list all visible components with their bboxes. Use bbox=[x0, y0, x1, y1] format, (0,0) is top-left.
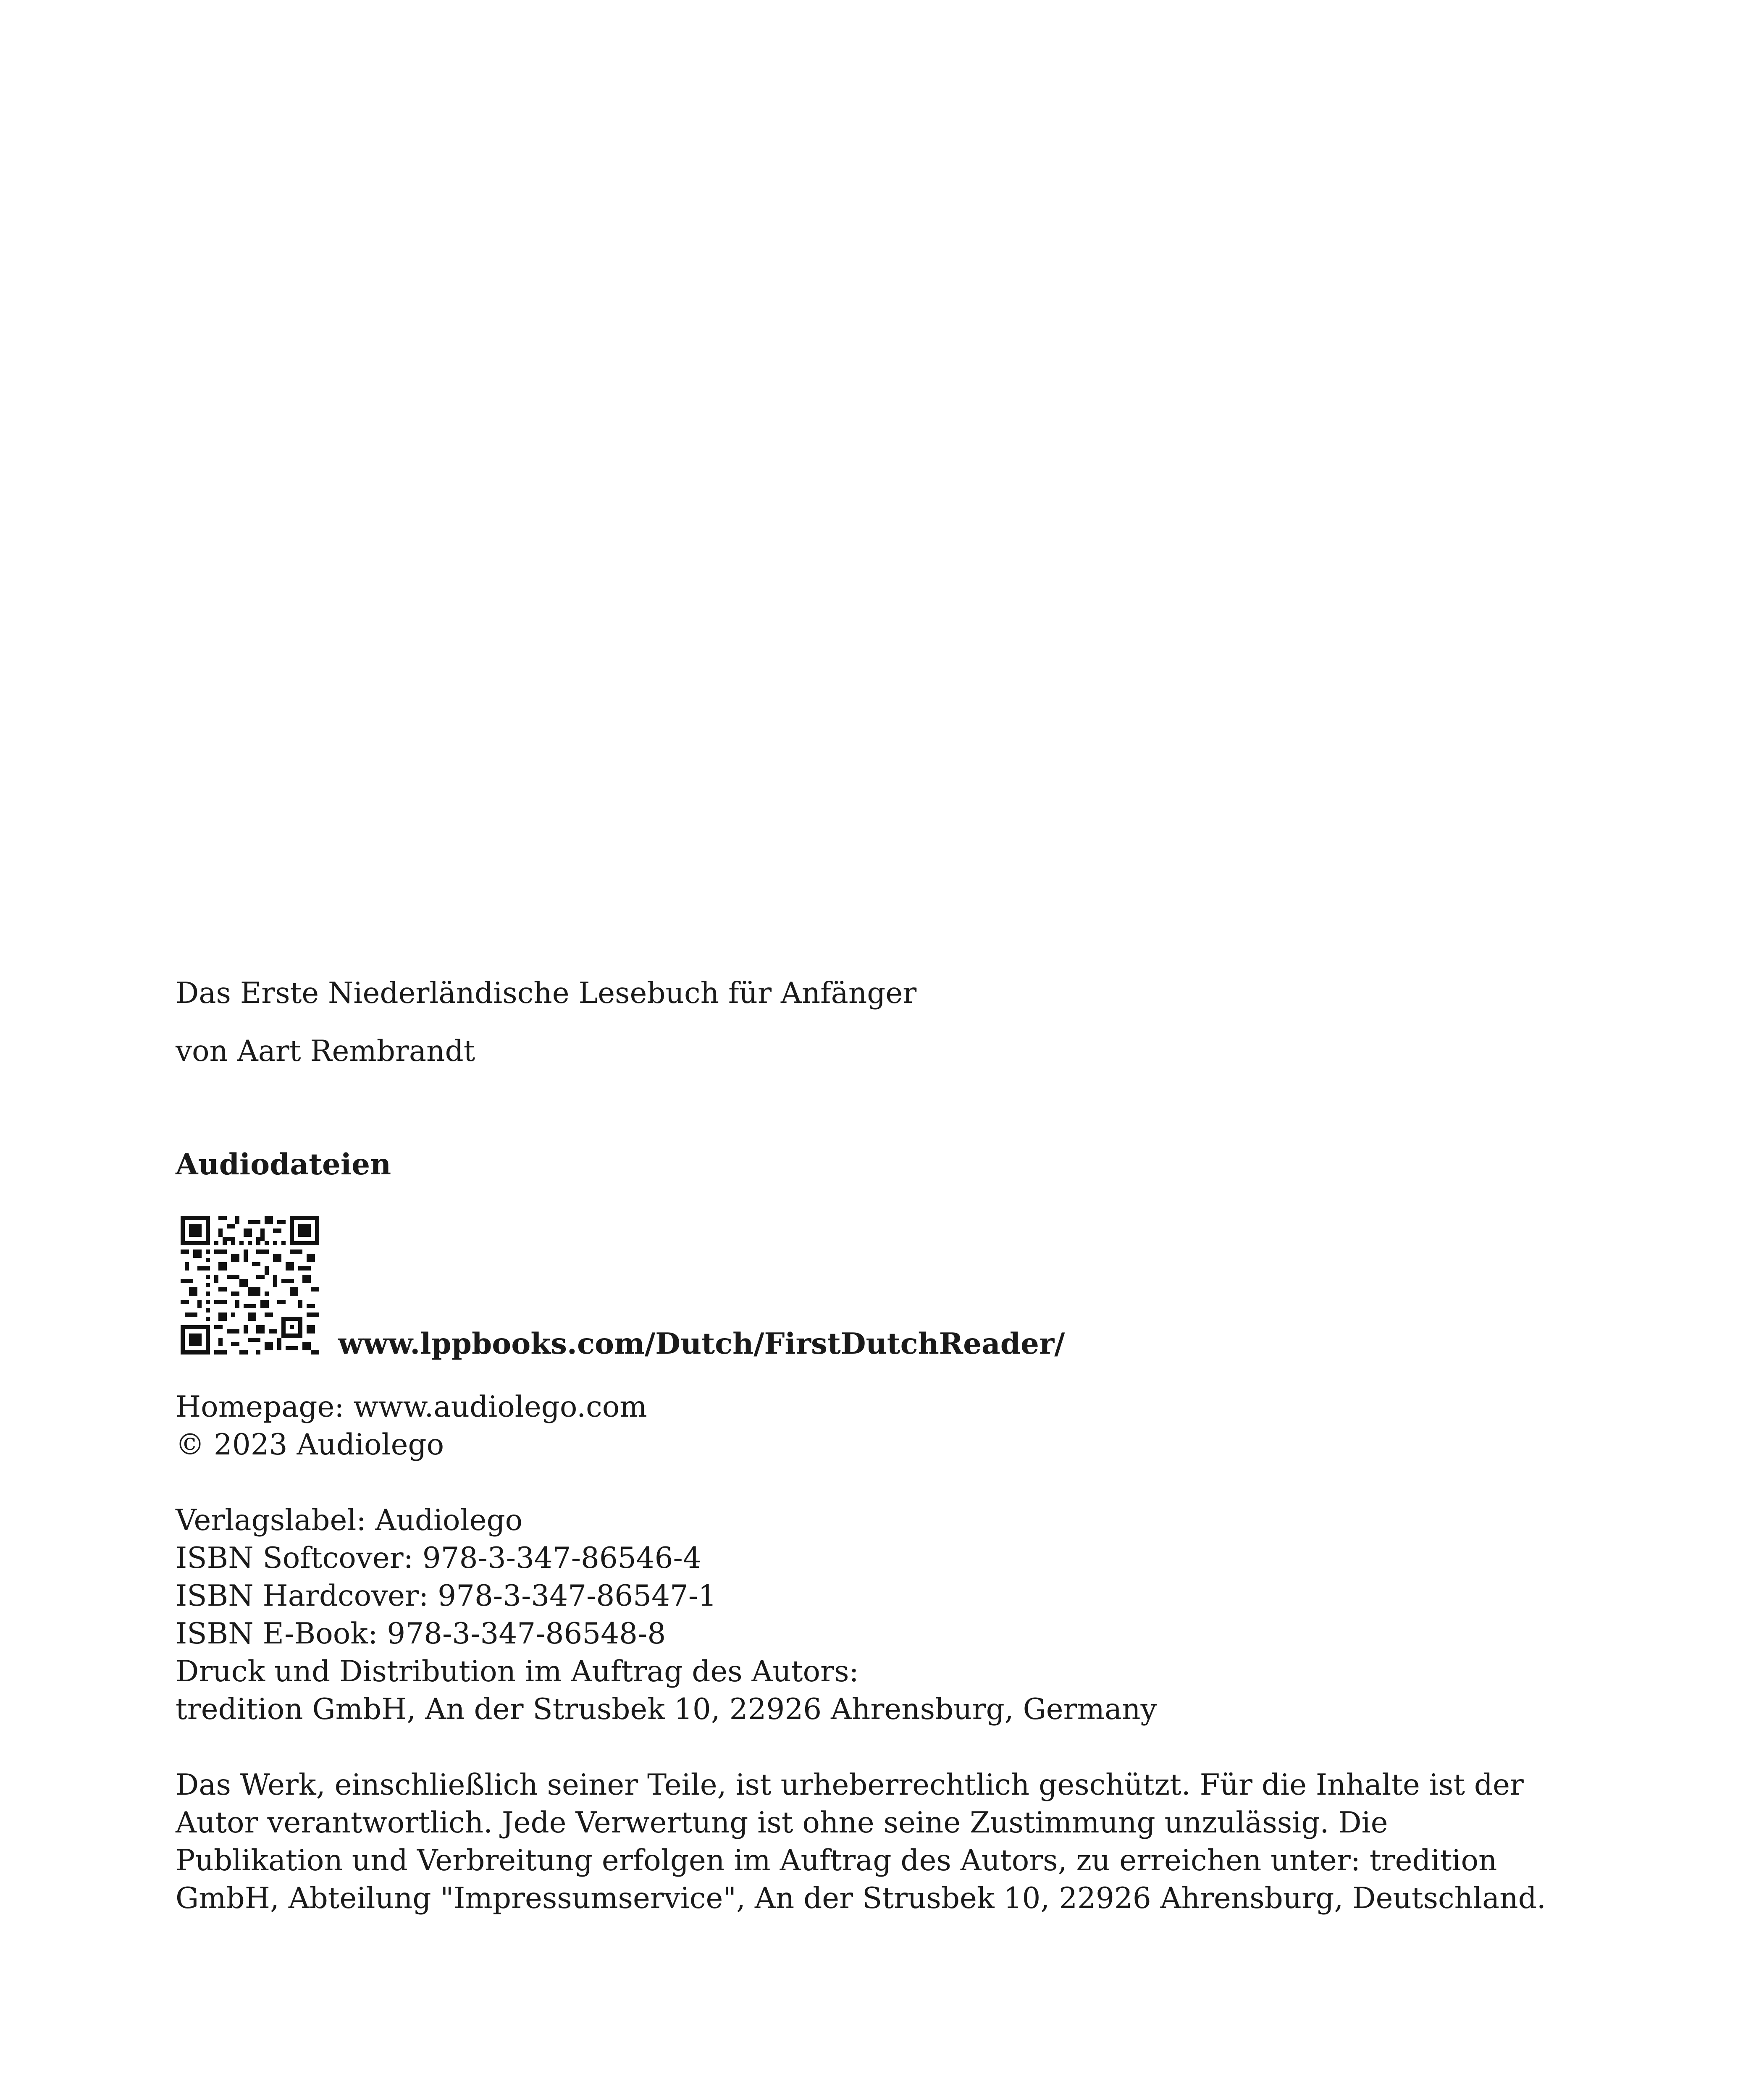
print-distribution-line: Druck und Distribution im Auftrag des Autors: bbox=[176, 1655, 859, 1688]
legal-line: Das Werk, einschließlich seiner Teile, ist urheberrechtlich geschützt. Für die Inhalte ist der bbox=[176, 1768, 1524, 1802]
isbn-hardcover: ISBN Hardcover: 978-3-347-86547-1 bbox=[176, 1579, 717, 1613]
imprint-block bbox=[176, 1502, 1157, 1728]
legal-line: Publikation und Verbreitung erfolgen im Auftrag des Autors, zu erreichen unter: tredition bbox=[176, 1844, 1497, 1877]
copyright-line: © 2023 Audiolego bbox=[176, 1428, 444, 1462]
legal-line: GmbH, Abteilung "Impressumservice", An der Strusbek 10, 22926 Ahrensburg, Deutschland. bbox=[176, 1882, 1546, 1915]
publisher-block bbox=[176, 1388, 647, 1464]
legal-notice bbox=[176, 1766, 1546, 1917]
homepage-line: Homepage: www.audiolego.com bbox=[176, 1390, 647, 1424]
legal-line: Autor verantwortlich. Jede Verwertung ist ohne seine Zustimmung unzulässig. Die bbox=[176, 1806, 1388, 1840]
isbn-ebook: ISBN E-Book: 978-3-347-86548-8 bbox=[176, 1617, 666, 1651]
audio-url-link[interactable]: www.lppbooks.com/Dutch/FirstDutchReader/ bbox=[338, 1327, 1065, 1361]
author-line: von Aart Rembrandt bbox=[176, 1034, 475, 1068]
publisher-label: Verlagslabel: Audiolego bbox=[176, 1504, 523, 1537]
address-line: tredition GmbH, An der Strusbek 10, 22926 Ahrensburg, Germany bbox=[176, 1693, 1157, 1726]
isbn-softcover: ISBN Softcover: 978-3-347-86546-4 bbox=[176, 1541, 701, 1575]
qr-code-icon[interactable] bbox=[181, 1216, 319, 1354]
audio-heading: Audiodateien bbox=[176, 1147, 391, 1181]
book-title: Das Erste Niederländische Lesebuch für Anfänger bbox=[176, 976, 917, 1010]
